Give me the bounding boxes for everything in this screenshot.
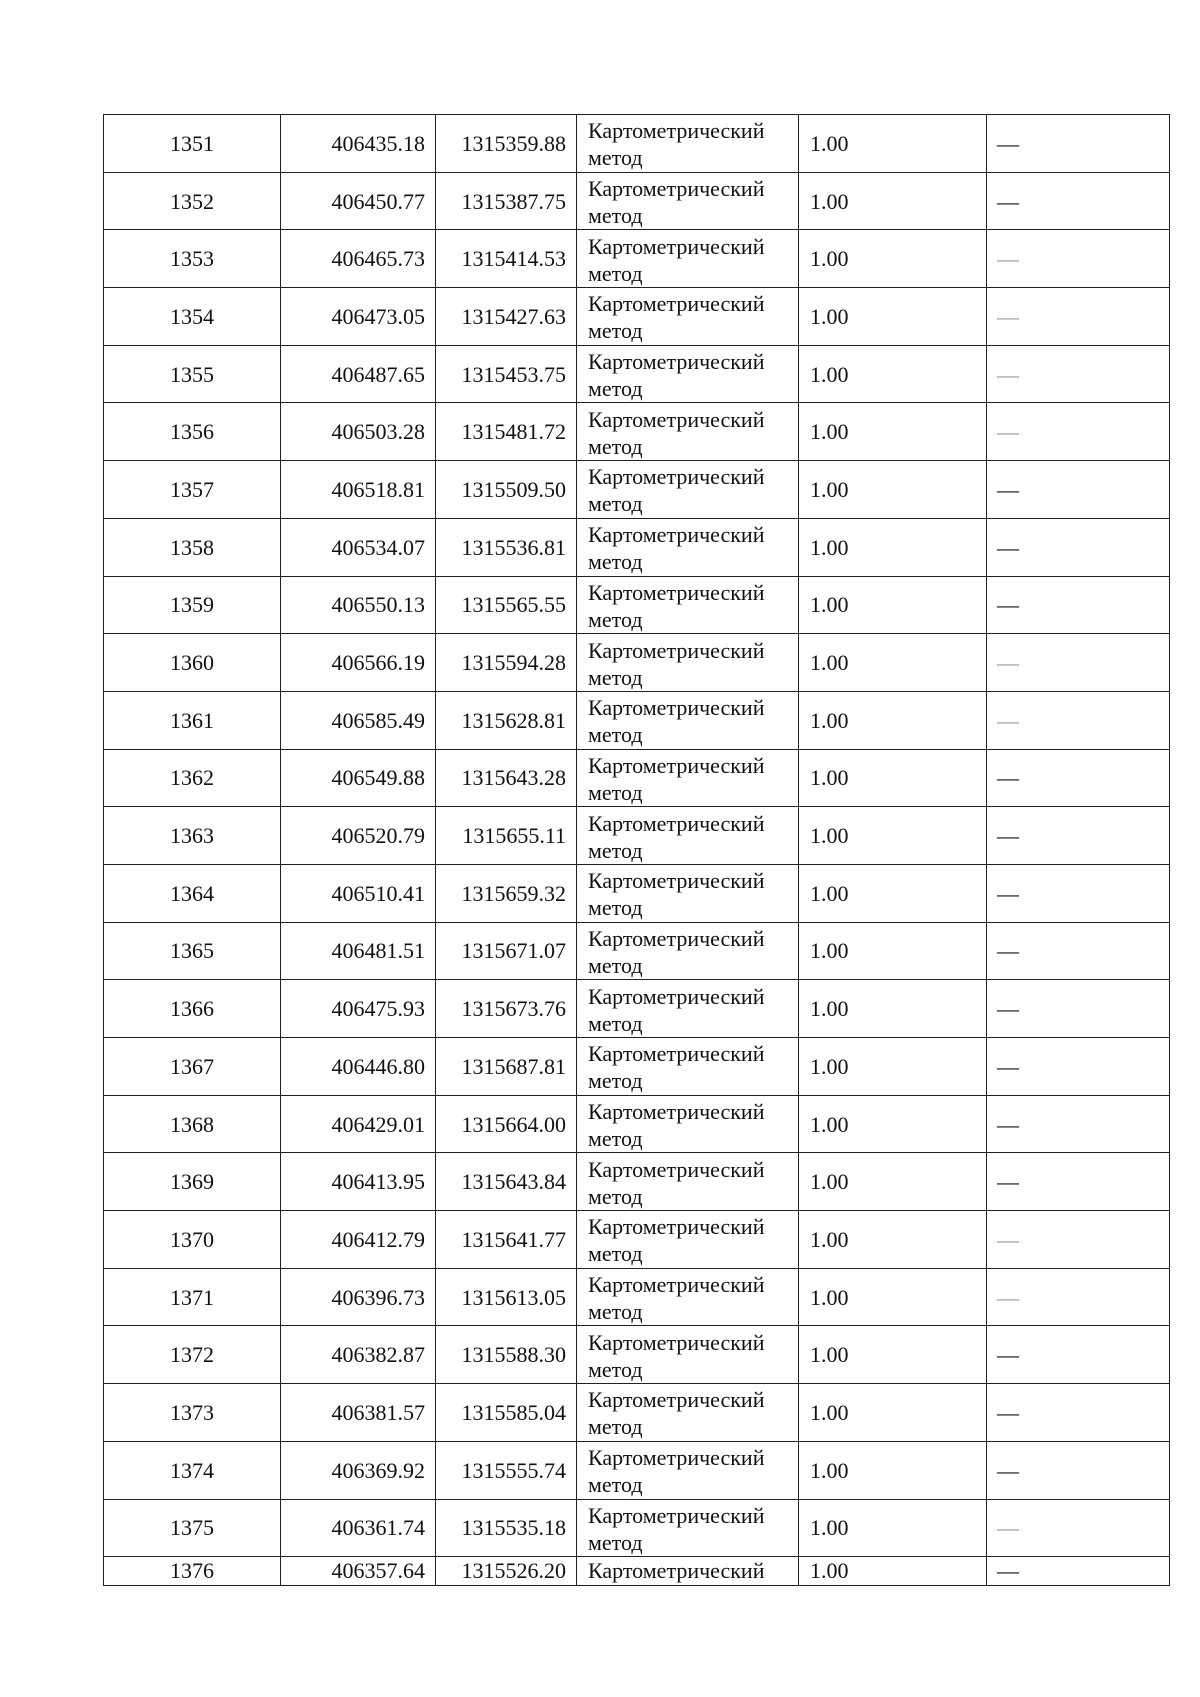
accuracy-value: 1.00 xyxy=(799,345,987,403)
table-row xyxy=(104,864,1170,922)
coordinate-y: 1315687.81 xyxy=(436,1038,577,1096)
method-line-1: Картометрический xyxy=(588,1214,765,1240)
description-cell xyxy=(987,1499,1170,1557)
table-row xyxy=(104,634,1170,692)
coordinate-x: 406382.87 xyxy=(281,1326,436,1384)
method-cell xyxy=(577,691,799,749)
description-dash: — xyxy=(997,1226,1019,1252)
accuracy-value: 1.00 xyxy=(799,807,987,865)
method-line-2: метод xyxy=(588,1529,643,1555)
accuracy-value: 1.00 xyxy=(799,864,987,922)
description-cell xyxy=(987,922,1170,980)
description-dash: — xyxy=(997,765,1019,791)
method-line-1: Картометрический xyxy=(588,810,765,836)
coordinate-x: 406585.49 xyxy=(281,691,436,749)
point-number: 1360 xyxy=(104,634,281,692)
description-cell xyxy=(987,864,1170,922)
point-number: 1373 xyxy=(104,1384,281,1442)
description-cell xyxy=(987,1326,1170,1384)
method-cell xyxy=(577,1211,799,1269)
description-cell xyxy=(987,1384,1170,1442)
table-row xyxy=(104,922,1170,980)
description-cell xyxy=(987,691,1170,749)
coordinate-y: 1315387.75 xyxy=(436,172,577,230)
description-dash: — xyxy=(997,592,1019,618)
description-dash: — xyxy=(997,707,1019,733)
coordinate-y: 1315673.76 xyxy=(436,980,577,1038)
method-cell xyxy=(577,922,799,980)
coordinates-table xyxy=(103,114,1170,1586)
point-number: 1366 xyxy=(104,980,281,1038)
coordinate-x: 406566.19 xyxy=(281,634,436,692)
description-cell xyxy=(987,518,1170,576)
accuracy-value: 1.00 xyxy=(799,1557,987,1586)
description-cell xyxy=(987,1095,1170,1153)
method-cell xyxy=(577,403,799,461)
accuracy-value: 1.00 xyxy=(799,922,987,980)
point-number: 1363 xyxy=(104,807,281,865)
method-line-1: Картометрический xyxy=(588,868,765,894)
accuracy-value: 1.00 xyxy=(799,749,987,807)
description-cell xyxy=(987,1153,1170,1211)
table-row xyxy=(104,230,1170,288)
method-line-2: метод xyxy=(588,1183,643,1209)
description-cell xyxy=(987,172,1170,230)
accuracy-value: 1.00 xyxy=(799,461,987,519)
method-cell xyxy=(577,288,799,346)
method-line-1: Картометрический xyxy=(588,1502,765,1528)
description-cell xyxy=(987,749,1170,807)
method-cell xyxy=(577,980,799,1038)
table-row xyxy=(104,691,1170,749)
coordinate-y: 1315359.88 xyxy=(436,115,577,173)
coordinate-y: 1315643.84 xyxy=(436,1153,577,1211)
method-line-2: метод xyxy=(588,318,643,344)
accuracy-value: 1.00 xyxy=(799,1095,987,1153)
description-cell xyxy=(987,1441,1170,1499)
method-line-2: метод xyxy=(588,895,643,921)
coordinate-y: 1315588.30 xyxy=(436,1326,577,1384)
description-dash: — xyxy=(997,419,1019,445)
method-cell xyxy=(577,1499,799,1557)
table-row xyxy=(104,403,1170,461)
point-number: 1375 xyxy=(104,1499,281,1557)
description-dash: — xyxy=(997,476,1019,502)
coordinate-y: 1315664.00 xyxy=(436,1095,577,1153)
method-line-1: Картометрический xyxy=(588,983,765,1009)
method-line-1: Картометрический xyxy=(588,1558,765,1584)
method-line-1: Картометрический xyxy=(588,1041,765,1067)
table-row xyxy=(104,1326,1170,1384)
description-dash: — xyxy=(997,361,1019,387)
description-dash: — xyxy=(997,1342,1019,1368)
method-line-1: Картометрический xyxy=(588,1387,765,1413)
description-cell xyxy=(987,288,1170,346)
coordinate-x: 406413.95 xyxy=(281,1153,436,1211)
coordinate-y: 1315535.18 xyxy=(436,1499,577,1557)
point-number: 1364 xyxy=(104,864,281,922)
accuracy-value: 1.00 xyxy=(799,288,987,346)
method-cell xyxy=(577,576,799,634)
point-number: 1371 xyxy=(104,1268,281,1326)
coordinate-y: 1315655.11 xyxy=(436,807,577,865)
coordinate-x: 406450.77 xyxy=(281,172,436,230)
accuracy-value: 1.00 xyxy=(799,403,987,461)
table-row xyxy=(104,518,1170,576)
method-cell xyxy=(577,1557,799,1586)
method-line-2: метод xyxy=(588,433,643,459)
method-line-2: метод xyxy=(588,376,643,402)
accuracy-value: 1.00 xyxy=(799,1326,987,1384)
point-number: 1367 xyxy=(104,1038,281,1096)
method-line-1: Картометрический xyxy=(588,1445,765,1471)
accuracy-value: 1.00 xyxy=(799,172,987,230)
accuracy-value: 1.00 xyxy=(799,1211,987,1269)
description-dash: — xyxy=(997,303,1019,329)
accuracy-value: 1.00 xyxy=(799,634,987,692)
description-cell xyxy=(987,403,1170,461)
table-row xyxy=(104,749,1170,807)
coordinate-y: 1315414.53 xyxy=(436,230,577,288)
coordinate-y: 1315555.74 xyxy=(436,1441,577,1499)
method-line-1: Картометрический xyxy=(588,579,765,605)
method-line-2: метод xyxy=(588,1068,643,1094)
coordinate-x: 406369.92 xyxy=(281,1441,436,1499)
point-number: 1357 xyxy=(104,461,281,519)
method-line-2: метод xyxy=(588,837,643,863)
coordinate-x: 406357.64 xyxy=(281,1557,436,1586)
description-dash: — xyxy=(997,996,1019,1022)
point-number: 1352 xyxy=(104,172,281,230)
point-number: 1351 xyxy=(104,115,281,173)
description-dash: — xyxy=(997,1515,1019,1541)
description-cell xyxy=(987,230,1170,288)
table-row xyxy=(104,115,1170,173)
accuracy-value: 1.00 xyxy=(799,1038,987,1096)
accuracy-value: 1.00 xyxy=(799,576,987,634)
point-number: 1369 xyxy=(104,1153,281,1211)
table-row xyxy=(104,1384,1170,1442)
coordinate-x: 406487.65 xyxy=(281,345,436,403)
method-cell xyxy=(577,634,799,692)
description-dash: — xyxy=(997,1111,1019,1137)
description-dash: — xyxy=(997,1399,1019,1425)
description-cell xyxy=(987,980,1170,1038)
accuracy-value: 1.00 xyxy=(799,230,987,288)
description-dash: — xyxy=(997,534,1019,560)
table-row xyxy=(104,576,1170,634)
method-cell xyxy=(577,461,799,519)
coordinate-y: 1315671.07 xyxy=(436,922,577,980)
table-row xyxy=(104,807,1170,865)
description-dash: — xyxy=(997,938,1019,964)
point-number: 1372 xyxy=(104,1326,281,1384)
method-line-2: метод xyxy=(588,549,643,575)
coordinate-x: 406481.51 xyxy=(281,922,436,980)
method-cell xyxy=(577,172,799,230)
coordinate-y: 1315643.28 xyxy=(436,749,577,807)
description-cell xyxy=(987,1211,1170,1269)
method-cell xyxy=(577,1095,799,1153)
coordinate-x: 406520.79 xyxy=(281,807,436,865)
point-number: 1359 xyxy=(104,576,281,634)
description-dash: — xyxy=(997,1284,1019,1310)
description-cell xyxy=(987,345,1170,403)
method-cell xyxy=(577,749,799,807)
table-row xyxy=(104,1557,1170,1586)
coordinate-x: 406381.57 xyxy=(281,1384,436,1442)
coordinate-x: 406473.05 xyxy=(281,288,436,346)
table-row xyxy=(104,1153,1170,1211)
coordinate-x: 406475.93 xyxy=(281,980,436,1038)
method-line-1: Картометрический xyxy=(588,925,765,951)
description-dash: — xyxy=(997,246,1019,272)
coordinate-x: 406550.13 xyxy=(281,576,436,634)
table-row xyxy=(104,1211,1170,1269)
coordinate-x: 406518.81 xyxy=(281,461,436,519)
point-number: 1361 xyxy=(104,691,281,749)
coordinate-x: 406465.73 xyxy=(281,230,436,288)
coordinate-x: 406534.07 xyxy=(281,518,436,576)
accuracy-value: 1.00 xyxy=(799,1268,987,1326)
table-row xyxy=(104,172,1170,230)
method-line-1: Картометрический xyxy=(588,406,765,432)
method-line-2: метод xyxy=(588,1414,643,1440)
method-line-2: метод xyxy=(588,1126,643,1152)
table-row xyxy=(104,1095,1170,1153)
description-dash: — xyxy=(997,1169,1019,1195)
description-dash: — xyxy=(997,880,1019,906)
point-number: 1358 xyxy=(104,518,281,576)
table-body xyxy=(104,115,1170,1586)
description-dash: — xyxy=(997,1457,1019,1483)
method-line-1: Картометрический xyxy=(588,752,765,778)
coordinate-y: 1315659.32 xyxy=(436,864,577,922)
description-cell xyxy=(987,807,1170,865)
method-cell xyxy=(577,1384,799,1442)
coordinate-x: 406510.41 xyxy=(281,864,436,922)
method-line-2: метод xyxy=(588,779,643,805)
coordinate-y: 1315536.81 xyxy=(436,518,577,576)
description-dash: — xyxy=(997,1053,1019,1079)
coordinate-y: 1315427.63 xyxy=(436,288,577,346)
accuracy-value: 1.00 xyxy=(799,1499,987,1557)
coordinate-y: 1315585.04 xyxy=(436,1384,577,1442)
coordinate-y: 1315509.50 xyxy=(436,461,577,519)
table-row xyxy=(104,288,1170,346)
description-dash: — xyxy=(997,823,1019,849)
accuracy-value: 1.00 xyxy=(799,518,987,576)
coordinate-y: 1315594.28 xyxy=(436,634,577,692)
point-number: 1354 xyxy=(104,288,281,346)
table-row xyxy=(104,1441,1170,1499)
point-number: 1353 xyxy=(104,230,281,288)
method-line-2: метод xyxy=(588,1472,643,1498)
coordinate-x: 406396.73 xyxy=(281,1268,436,1326)
method-line-2: метод xyxy=(588,1299,643,1325)
description-cell xyxy=(987,634,1170,692)
method-cell xyxy=(577,115,799,173)
method-cell xyxy=(577,345,799,403)
method-line-2: метод xyxy=(588,491,643,517)
method-line-1: Картометрический xyxy=(588,464,765,490)
method-line-2: метод xyxy=(588,1241,643,1267)
method-line-2: метод xyxy=(588,1010,643,1036)
point-number: 1365 xyxy=(104,922,281,980)
coordinate-y: 1315628.81 xyxy=(436,691,577,749)
description-dash: — xyxy=(997,1558,1019,1584)
method-line-2: метод xyxy=(588,664,643,690)
method-line-1: Картометрический xyxy=(588,637,765,663)
point-number: 1374 xyxy=(104,1441,281,1499)
coordinate-y: 1315526.20 xyxy=(436,1557,577,1586)
method-cell xyxy=(577,1268,799,1326)
method-line-1: Картометрический xyxy=(588,522,765,548)
coordinate-x: 406549.88 xyxy=(281,749,436,807)
method-line-1: Картометрический xyxy=(588,291,765,317)
method-cell xyxy=(577,1153,799,1211)
coordinate-x: 406412.79 xyxy=(281,1211,436,1269)
description-dash: — xyxy=(997,130,1019,156)
method-line-1: Картометрический xyxy=(588,176,765,202)
method-line-1: Картометрический xyxy=(588,233,765,259)
table-row xyxy=(104,1499,1170,1557)
accuracy-value: 1.00 xyxy=(799,980,987,1038)
coordinate-y: 1315641.77 xyxy=(436,1211,577,1269)
point-number: 1368 xyxy=(104,1095,281,1153)
method-line-1: Картометрический xyxy=(588,1272,765,1298)
method-cell xyxy=(577,230,799,288)
method-line-2: метод xyxy=(588,145,643,171)
coordinate-y: 1315453.75 xyxy=(436,345,577,403)
point-number: 1355 xyxy=(104,345,281,403)
description-cell xyxy=(987,576,1170,634)
accuracy-value: 1.00 xyxy=(799,1384,987,1442)
description-dash: — xyxy=(997,650,1019,676)
method-line-1: Картометрический xyxy=(588,1099,765,1125)
accuracy-value: 1.00 xyxy=(799,1441,987,1499)
description-dash: — xyxy=(997,188,1019,214)
description-cell xyxy=(987,115,1170,173)
method-line-2: метод xyxy=(588,1356,643,1382)
coordinate-y: 1315613.05 xyxy=(436,1268,577,1326)
table-row xyxy=(104,345,1170,403)
table-row xyxy=(104,1038,1170,1096)
coordinate-x: 406503.28 xyxy=(281,403,436,461)
description-cell xyxy=(987,1557,1170,1586)
description-cell xyxy=(987,1038,1170,1096)
method-line-1: Картометрический xyxy=(588,695,765,721)
method-cell xyxy=(577,807,799,865)
accuracy-value: 1.00 xyxy=(799,115,987,173)
table-row xyxy=(104,1268,1170,1326)
point-number: 1362 xyxy=(104,749,281,807)
table-row xyxy=(104,461,1170,519)
coordinate-x: 406361.74 xyxy=(281,1499,436,1557)
method-cell xyxy=(577,864,799,922)
method-line-2: метод xyxy=(588,606,643,632)
method-cell xyxy=(577,1441,799,1499)
method-line-2: метод xyxy=(588,722,643,748)
method-line-1: Картометрический xyxy=(588,1329,765,1355)
point-number: 1370 xyxy=(104,1211,281,1269)
description-cell xyxy=(987,1268,1170,1326)
coordinate-y: 1315481.72 xyxy=(436,403,577,461)
method-line-2: метод xyxy=(588,260,643,286)
method-line-1: Картометрический xyxy=(588,1156,765,1182)
method-line-1: Картометрический xyxy=(588,349,765,375)
coordinate-x: 406429.01 xyxy=(281,1095,436,1153)
table-row xyxy=(104,980,1170,1038)
accuracy-value: 1.00 xyxy=(799,691,987,749)
accuracy-value: 1.00 xyxy=(799,1153,987,1211)
method-cell xyxy=(577,1038,799,1096)
description-cell xyxy=(987,461,1170,519)
coordinate-y: 1315565.55 xyxy=(436,576,577,634)
coordinate-x: 406435.18 xyxy=(281,115,436,173)
point-number: 1356 xyxy=(104,403,281,461)
method-line-1: Картометрический xyxy=(588,118,765,144)
method-line-2: метод xyxy=(588,952,643,978)
method-cell xyxy=(577,518,799,576)
method-cell xyxy=(577,1326,799,1384)
point-number: 1376 xyxy=(104,1557,281,1586)
method-line-2: метод xyxy=(588,203,643,229)
coordinate-x: 406446.80 xyxy=(281,1038,436,1096)
